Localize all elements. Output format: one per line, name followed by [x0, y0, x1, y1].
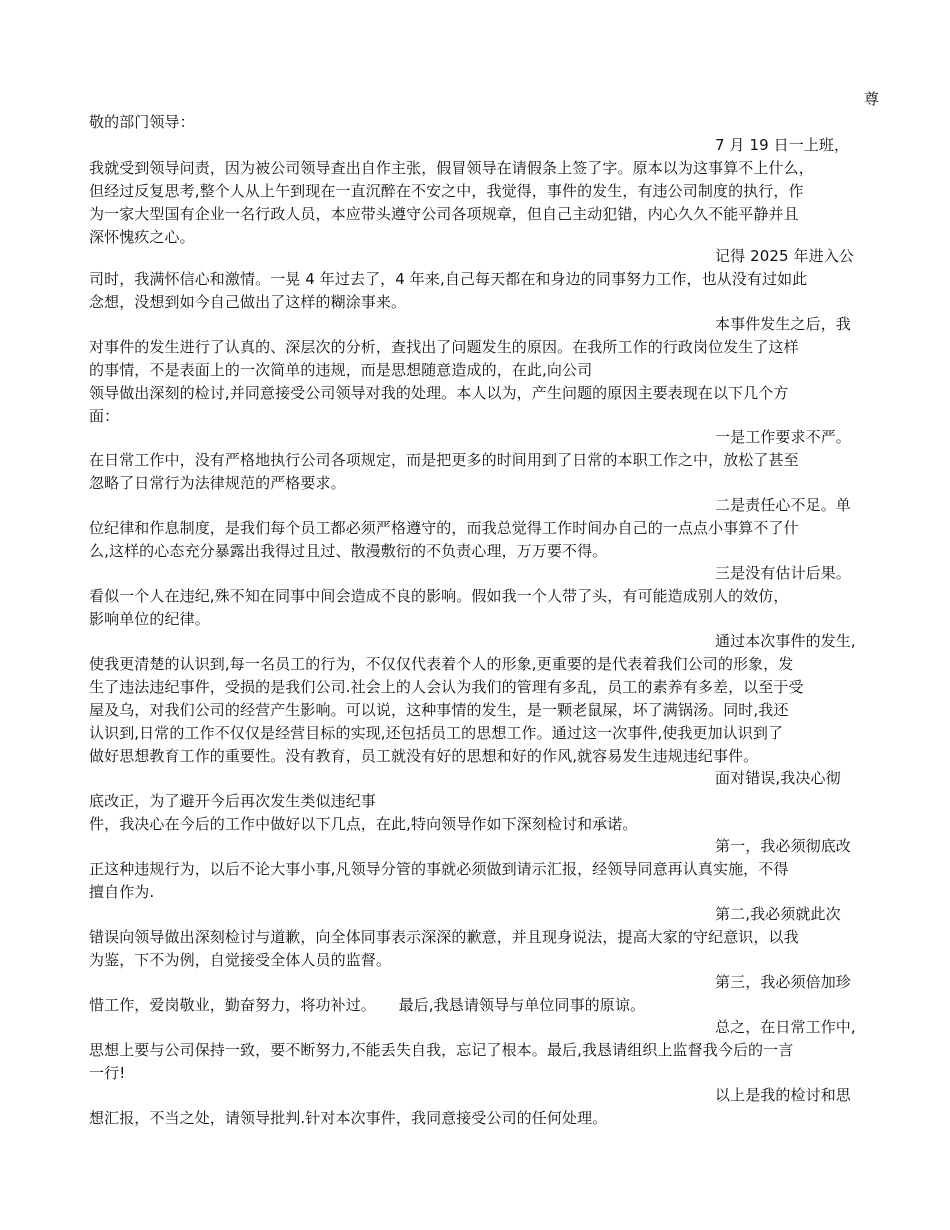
paragraph-4-line-2: 在日常工作中，没有严格地执行公司各项规定，而是把更多的时间用到了日常的本职工作之中，放松了甚至 [89, 451, 799, 469]
paragraph-7-line-1: 通过本次事件的发生, [715, 632, 856, 650]
paragraph-6-line-3: 影响单位的纪律。 [89, 610, 210, 628]
paragraph-5-line-1: 二是责任心不足。单 [715, 496, 851, 514]
paragraph-6-line-1: 三是没有估计后果。 [715, 564, 851, 582]
paragraph-9-line-3: 擅自作为. [89, 883, 155, 901]
paragraph-12-line-3: 一行! [89, 1064, 126, 1082]
paragraph-10-line-2: 错误向领导做出深刻检讨与道歉，向全体同事表示深深的歉意，并且现身说法，提高大家的守纪意识，以我 [89, 928, 799, 946]
paragraph-1-line-1: 7 月 19 日一上班， [715, 136, 850, 154]
paragraph-8-line-2: 底改正，为了避开今后再次发生类似违纪事 [89, 792, 376, 810]
paragraph-9-line-2: 正这种违规行为，以后不论大事小事,凡领导分管的事就必须做到请示汇报，经领导同意再认真实施，不得 [89, 860, 789, 878]
paragraph-13-line-2: 想汇报，不当之处，请领导批判.针对本次事件，我同意接受公司的任何处理。 [89, 1109, 608, 1127]
paragraph-1-line-3: 但经过反复思考,整个人从上午到现在一直沉醉在不安之中，我觉得，事件的发生，有违公司制度的执行，作 [89, 182, 804, 200]
paragraph-1-line-5: 深怀愧疚之心。 [89, 228, 195, 246]
paragraph-8-line-1: 面对错误,我决心彻 [715, 769, 841, 787]
paragraph-7-line-4: 屋及乌，对我们公司的经营产生影响。可以说，这种事情的发生，是一颗老鼠屎，坏了满锅汤。同时,我还 [89, 701, 789, 719]
paragraph-1-line-2: 我就受到领导问责，因为被公司领导查出自作主张，假冒领导在请假条上签了字。原本以为这事算不上什么， [89, 159, 814, 177]
paragraph-7-line-3: 生了违法违纪事件，受损的是我们公司.社会上的人会认为我们的管理有多乱，员工的素养有多差，以至于受 [89, 678, 804, 696]
paragraph-2-line-3: 念想，没想到如今自己做出了这样的糊涂事来。 [89, 293, 407, 311]
paragraph-12-line-1: 总之，在日常工作中, [715, 1018, 856, 1036]
paragraph-6-line-2: 看似一个人在违纪,殊不知在同事中间会造成不良的影响。假如我一个人带了头，有可能造成别人的效仿， [89, 587, 789, 605]
paragraph-3-line-5: 面： [89, 407, 120, 425]
paragraph-7-line-2: 使我更清楚的认识到,每一名员工的行为，不仅仅代表着个人的形象,更重要的是代表着我们公司的形象，发 [89, 655, 794, 673]
salutation-line: 敬的部门领导： [89, 113, 195, 131]
paragraph-9-line-1: 第一，我必须彻底改 [715, 837, 851, 855]
paragraph-10-line-1: 第二,我必须就此次 [715, 905, 841, 923]
paragraph-11-line-1: 第三，我必须倍加珍 [715, 973, 851, 991]
paragraph-12-line-2: 思想上要与公司保持一致，要不断努力,不能丢失自我，忘记了根本。最后,我恳请组织上监督我今后的一言 [89, 1041, 794, 1059]
paragraph-2-line-1: 记得 2025 年进入公 [715, 247, 854, 265]
paragraph-13-line-1: 以上是我的检讨和思 [715, 1086, 851, 1104]
paragraph-4-line-3: 忽略了日常行为法律规范的严格要求。 [89, 474, 346, 492]
salutation-start: 尊 [864, 90, 880, 108]
paragraph-2-line-2: 司时，我满怀信心和激情。一晃 4 年过去了，4 年来,自己每天都在和身边的同事努力工作，也从没有过如此 [89, 270, 808, 288]
paragraph-3-line-3: 的事情，不是表面上的一次简单的违规，而是思想随意造成的，在此,向公司 [89, 361, 593, 379]
paragraph-7-line-5: 认识到,日常的工作不仅仅是经营目标的实现,还包括员工的思想工作。通过这一次事件,使我更加认识到了 [89, 724, 784, 742]
paragraph-11-line-2: 惜工作，爱岗敬业，勤奋努力，将功补过。 最后,我恳请领导与单位同事的原谅。 [89, 996, 646, 1014]
paragraph-1-line-4: 为一家大型国有企业一名行政人员，本应带头遵守公司各项规章，但自己主动犯错，内心久久不能平静并且 [89, 205, 799, 223]
paragraph-10-line-3: 为鉴，下不为例，自觉接受全体人员的监督。 [89, 951, 392, 969]
paragraph-4-line-1: 一是工作要求不严。 [715, 428, 851, 446]
paragraph-5-line-3: 么,这样的心态充分暴露出我得过且过、散漫敷衍的不负责心理，万万要不得。 [89, 542, 608, 560]
paragraph-8-line-3: 件，我决心在今后的工作中做好以下几点，在此,特向领导作如下深刻检讨和承诺。 [89, 815, 638, 833]
paragraph-3-line-1: 本事件发生之后，我 [715, 315, 851, 333]
paragraph-5-line-2: 位纪律和作息制度，是我们每个员工都必须严格遵守的，而我总觉得工作时间办自己的一点点小事算不了什 [89, 519, 799, 537]
paragraph-3-line-4: 领导做出深刻的检讨,并同意接受公司领导对我的处理。本人以为，产生问题的原因主要表现在以下几个方 [89, 384, 789, 402]
paragraph-3-line-2: 对事件的发生进行了认真的、深层次的分析，查找出了问题发生的原因。在我所工作的行政岗位发生了这样 [89, 338, 799, 356]
paragraph-7-line-6: 做好思想教育工作的重要性。没有教育，员工就没有好的思想和好的作风,就容易发生违规违纪事件。 [89, 747, 759, 765]
